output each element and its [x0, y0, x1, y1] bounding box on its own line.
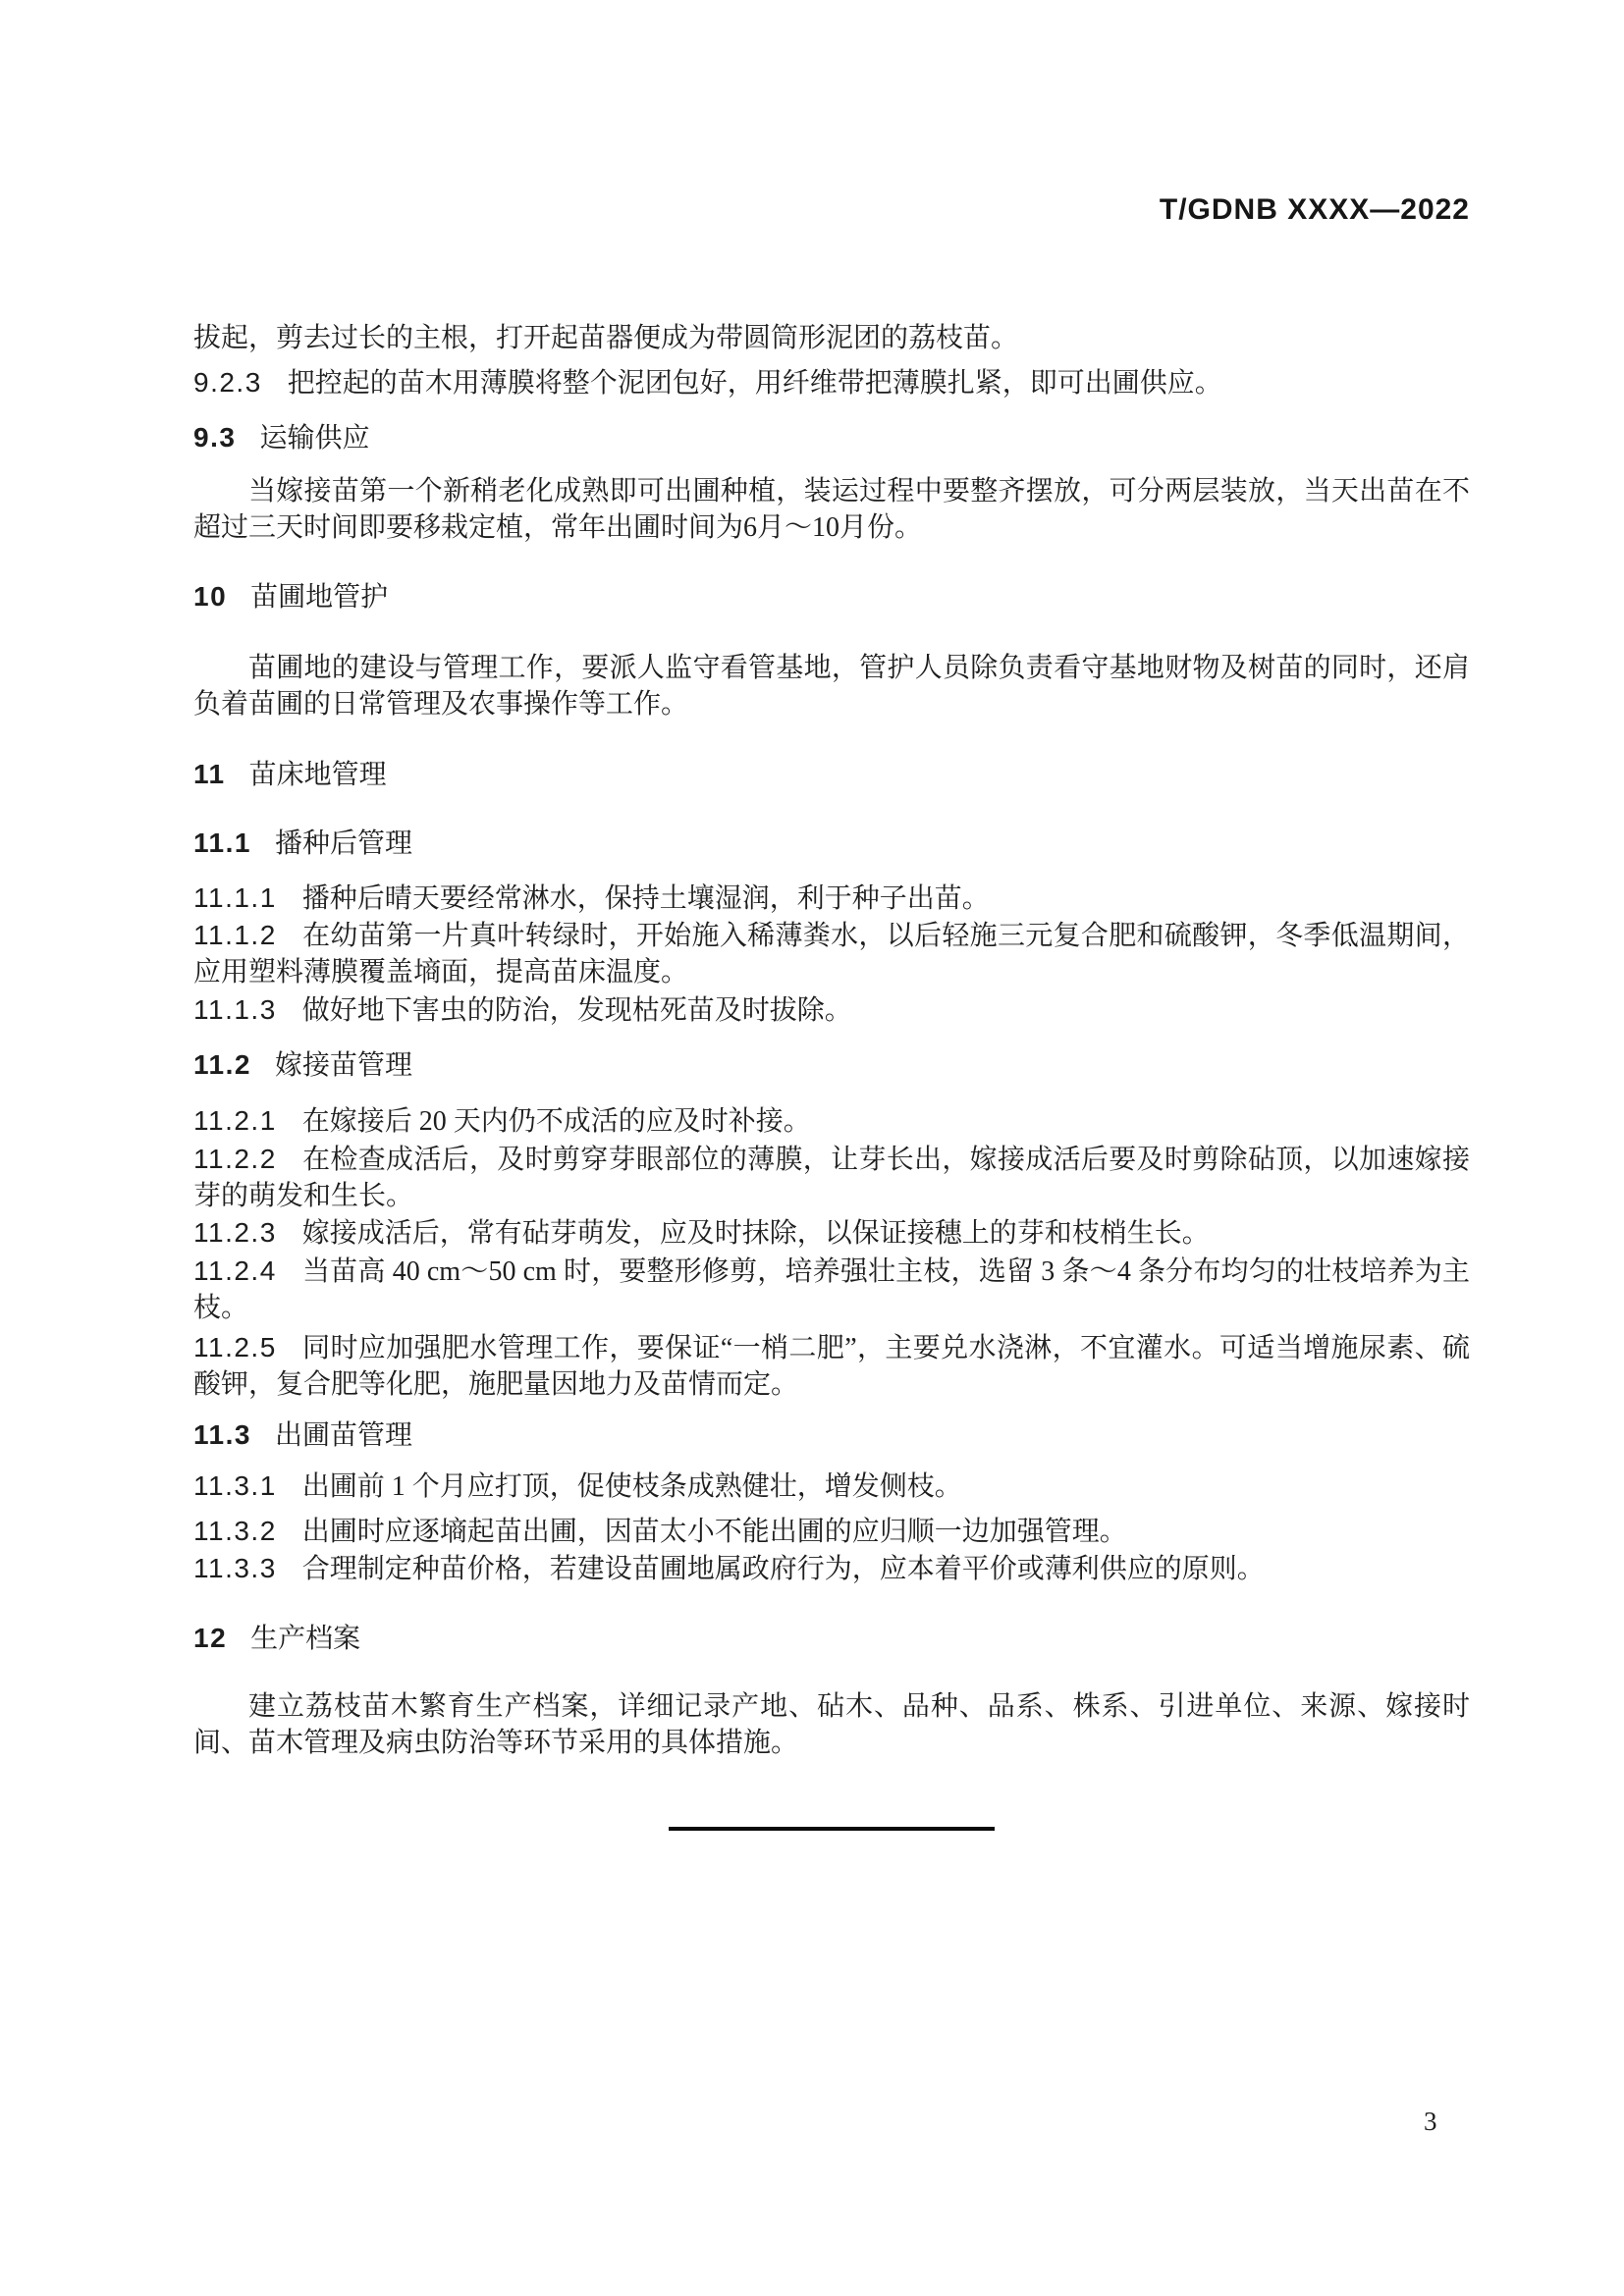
clause-text: 出圃前 1 个月应打顶，促使枝条成熟健壮，增发侧枝。 [301, 1471, 962, 1502]
section-heading-9-3 [193, 419, 1470, 455]
clause-number: 11.2.2 [193, 1144, 277, 1174]
heading-number: 11.1 [193, 828, 251, 858]
clause-number: 11.3.3 [193, 1553, 277, 1583]
clause-number: 9.2.3 [193, 367, 262, 398]
section-heading-11 [193, 756, 1470, 792]
clause-11-2-5 [193, 1329, 1470, 1403]
clause-11-3-2 [193, 1513, 1470, 1550]
clause-number: 11.1.2 [193, 920, 277, 950]
clause-number: 11.3.2 [193, 1516, 277, 1546]
document-code-header: T/GDNB XXXX—2022 [1159, 193, 1470, 226]
clause-number: 11.2.1 [193, 1105, 277, 1136]
section-heading-10 [193, 578, 1470, 614]
clause-number: 11.2.4 [193, 1255, 277, 1286]
heading-number: 12 [193, 1623, 228, 1653]
heading-title: 苗圃地管护 [250, 581, 389, 612]
clause-number: 11.3.1 [193, 1470, 277, 1501]
clause-text: 同时应加强肥水管理工作，要保证“一梢二肥”，主要兑水浇淋，不宜灌水。可适当增施尿素、硫酸钾，复合肥等化肥，施肥量因地力及苗情而定。 [193, 1333, 1470, 1400]
clause-11-1-1 [193, 880, 1470, 917]
heading-number: 11.2 [193, 1049, 251, 1080]
continuation-paragraph: 拔起，剪去过长的主根，打开起苗器便成为带圆筒形泥团的荔枝苗。 [193, 323, 1019, 353]
clause-text: 把控起的苗木用薄膜将整个泥团包好，用纤维带把薄膜扎紧，即可出圃供应。 [287, 368, 1222, 399]
paragraph-transport-supply: 当嫁接苗第一个新稍老化成熟即可出圃种植，装运过程中要整齐摆放，可分两层装放，当天出苗在不超过三天时间即要移栽定植，常年出圃时间为6月～10月份。 [193, 476, 1470, 543]
heading-title: 嫁接苗管理 [274, 1049, 412, 1080]
heading-title: 运输供应 [259, 422, 370, 453]
clause-11-2-2 [193, 1141, 1470, 1214]
clause-text: 播种后晴天要经常淋水，保持土壤湿润，利于种子出苗。 [301, 883, 990, 914]
clause-11-3-3 [193, 1550, 1470, 1587]
heading-title: 出圃苗管理 [274, 1419, 412, 1450]
clause-text: 嫁接成活后，常有砧芽萌发，应及时抹除，以保证接穗上的芽和枝梢生长。 [301, 1218, 1210, 1249]
clause-11-1-3 [193, 991, 1470, 1029]
clause-11-2-1 [193, 1102, 1470, 1140]
clause-text: 做好地下害虫的防治，发现枯死苗及时拔除。 [301, 995, 852, 1026]
clause-number: 11.1.1 [193, 882, 277, 913]
paragraph-nursery-care: 苗圃地的建设与管理工作，要派人监守看管基地，管护人员除负责看守基地财物及树苗的同时，还肩负着苗圃的日常管理及农事操作等工作。 [193, 653, 1470, 720]
heading-number: 11.3 [193, 1419, 251, 1450]
clause-11-1-2 [193, 917, 1470, 990]
clause-text: 合理制定种苗价格，若建设苗圃地属政府行为，应本着平价或薄利供应的原则。 [301, 1554, 1265, 1584]
clause-11-2-4 [193, 1253, 1470, 1326]
clause-11-2-3 [193, 1214, 1470, 1252]
clause-number: 11.1.3 [193, 994, 277, 1025]
clause-text: 在检查成活后，及时剪穿芽眼部位的薄膜，让芽长出，嫁接成活后要及时剪除砧顶，以加速嫁接芽的萌发和生长。 [193, 1145, 1470, 1211]
end-of-document-divider [669, 1827, 995, 1831]
heading-title: 播种后管理 [274, 828, 412, 858]
section-heading-11-3 [193, 1416, 1470, 1453]
heading-number: 11 [193, 759, 226, 789]
heading-title: 苗床地管理 [248, 759, 387, 789]
clause-number: 11.2.5 [193, 1332, 277, 1362]
page-number: 3 [1424, 2107, 1437, 2136]
clause-text: 在嫁接后 20 天内仍不成活的应及时补接。 [301, 1106, 811, 1137]
clause-9-2-3 [193, 364, 1470, 401]
section-heading-11-1 [193, 825, 1470, 861]
clause-11-3-1 [193, 1468, 1470, 1505]
clause-number: 11.2.3 [193, 1217, 277, 1248]
clause-text: 当苗高 40 cm～50 cm 时，要整形修剪，培养强壮主枝，选留 3 条～4 条分布均匀的壮枝培养为主枝。 [193, 1256, 1470, 1323]
section-heading-11-2 [193, 1046, 1470, 1083]
heading-number: 9.3 [193, 422, 237, 453]
heading-title: 生产档案 [250, 1623, 361, 1653]
paragraph-production-records: 建立荔枝苗木繁育生产档案，详细记录产地、砧木、品种、品系、株系、引进单位、来源、嫁接时间、苗木管理及病虫防治等环节采用的具体措施。 [193, 1691, 1470, 1758]
clause-text: 出圃时应逐墒起苗出圃，因苗太小不能出圃的应归顺一边加强管理。 [301, 1517, 1127, 1547]
document-body [193, 0, 1470, 1831]
heading-number: 10 [193, 581, 228, 612]
section-heading-12 [193, 1620, 1470, 1656]
clause-text: 在幼苗第一片真叶转绿时，开始施入稀薄粪水，以后轻施三元复合肥和硫酸钾，冬季低温期间，应用塑料薄膜覆盖墒面，提高苗床温度。 [193, 921, 1470, 988]
